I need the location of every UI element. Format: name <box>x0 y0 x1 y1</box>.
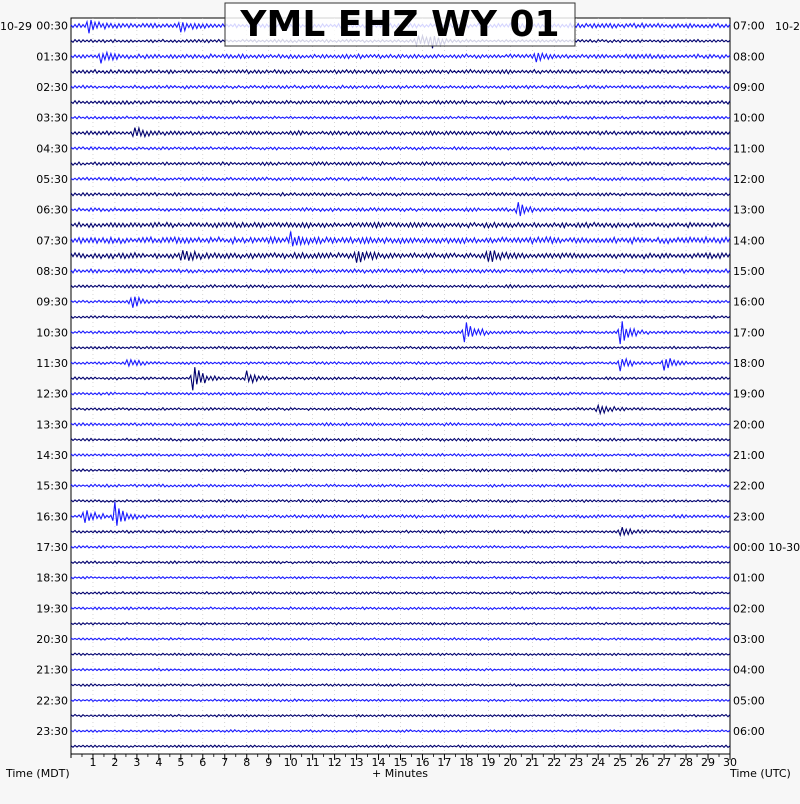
x-tick-label: 3 <box>133 756 141 769</box>
left-time-label: 01:30 <box>36 50 68 64</box>
left-time-label: 10:30 <box>36 326 68 340</box>
left-time-label: 00:30 <box>36 19 68 33</box>
x-tick-label: 29 <box>701 756 716 769</box>
x-axis-title: + Minutes <box>371 767 429 780</box>
right-time-label: 06:00 <box>733 725 765 738</box>
x-tick-label: 17 <box>437 756 452 769</box>
right-time-label: 18:00 <box>733 357 765 370</box>
right-time-label: 15:00 <box>733 265 765 278</box>
right-time-label: 08:00 <box>733 50 765 64</box>
left-time-label: 12:30 <box>36 387 68 401</box>
right-time-label: 03:00 <box>733 633 765 646</box>
date-right-label: 10-2 <box>775 20 800 33</box>
right-time-label: 00:00 10-30 <box>733 541 800 554</box>
left-time-label: 20:30 <box>36 633 68 646</box>
chart-title: YML EHZ WY 01 <box>240 4 560 45</box>
right-time-label: 21:00 <box>733 449 765 462</box>
x-tick-label: 1 <box>89 756 97 769</box>
right-time-label: 01:00 <box>733 571 765 585</box>
right-time-label: 14:00 <box>733 234 765 248</box>
right-time-label: 13:00 <box>733 203 765 217</box>
left-time-label: 02:30 <box>36 81 68 94</box>
x-tick-label: 26 <box>635 756 650 769</box>
x-label-right: Time (UTC) <box>730 767 791 780</box>
x-tick-label: 30 <box>723 756 737 769</box>
left-time-label: 21:30 <box>36 663 68 677</box>
x-tick-label: 8 <box>243 756 251 769</box>
x-label-left: Time (MDT) <box>6 767 70 780</box>
left-time-label: 13:30 <box>36 418 68 432</box>
left-time-label: 17:30 <box>36 541 68 554</box>
x-tick-label: 25 <box>613 756 628 769</box>
right-time-label: 20:00 <box>733 418 765 432</box>
left-time-label: 23:30 <box>36 725 68 738</box>
x-tick-label: 5 <box>177 756 185 769</box>
left-time-label: 05:30 <box>36 173 68 186</box>
left-time-label: 08:30 <box>36 265 68 278</box>
right-time-label: 04:00 <box>733 663 765 677</box>
x-tick-label: 10 <box>283 756 298 769</box>
x-tick-label: 9 <box>265 756 273 769</box>
left-time-label: 15:30 <box>36 479 68 493</box>
x-tick-label: 20 <box>503 756 518 769</box>
x-tick-label: 2 <box>111 756 119 769</box>
left-time-labels <box>36 20 68 738</box>
left-time-label: 03:30 <box>36 111 68 125</box>
x-tick-label: 28 <box>679 756 694 769</box>
x-tick-label: 11 <box>305 756 320 769</box>
left-time-label: 04:30 <box>36 142 68 156</box>
x-tick-label: 15 <box>393 756 408 769</box>
left-time-label: 07:30 <box>36 234 68 248</box>
left-time-label: 06:30 <box>36 203 68 217</box>
right-time-label: 19:00 <box>733 387 765 401</box>
right-time-label: 07:00 <box>733 19 765 33</box>
right-time-label: 10:00 <box>733 111 765 125</box>
x-tick-label: 7 <box>221 756 229 769</box>
left-time-label: 09:30 <box>36 295 68 309</box>
x-tick-label: 27 <box>657 756 672 769</box>
x-tick-label: 18 <box>459 756 474 769</box>
x-tick-label: 22 <box>547 756 562 769</box>
x-tick-label: 23 <box>569 756 584 769</box>
right-time-label: 23:00 <box>733 510 765 524</box>
left-time-label: 22:30 <box>36 694 68 708</box>
left-time-label: 14:30 <box>36 449 68 462</box>
left-time-label: 19:30 <box>36 602 68 616</box>
right-time-label: 17:00 <box>733 326 765 340</box>
right-time-label: 05:00 <box>733 694 765 708</box>
right-time-label: 16:00 <box>733 295 765 309</box>
left-time-label: 16:30 <box>36 510 68 524</box>
right-time-label: 02:00 <box>733 602 765 616</box>
right-time-label: 11:00 <box>733 142 765 156</box>
x-tick-label: 16 <box>415 756 430 769</box>
right-time-label: 12:00 <box>733 173 765 186</box>
left-time-label: 11:30 <box>36 357 68 370</box>
x-tick-label: 14 <box>371 756 386 769</box>
x-tick-label: 6 <box>199 756 207 769</box>
x-tick-label: 4 <box>155 756 163 769</box>
right-time-label: 22:00 <box>733 479 765 493</box>
right-time-label: 09:00 <box>733 81 765 94</box>
x-tick-label: 19 <box>481 756 496 769</box>
x-tick-label: 21 <box>525 756 540 769</box>
x-tick-label: 13 <box>349 756 364 769</box>
x-tick-label: 24 <box>591 756 606 769</box>
right-time-labels <box>733 20 800 738</box>
date-left-label: 10-29 <box>0 20 32 33</box>
x-tick-label: 12 <box>327 756 342 769</box>
left-time-label: 18:30 <box>36 571 68 585</box>
